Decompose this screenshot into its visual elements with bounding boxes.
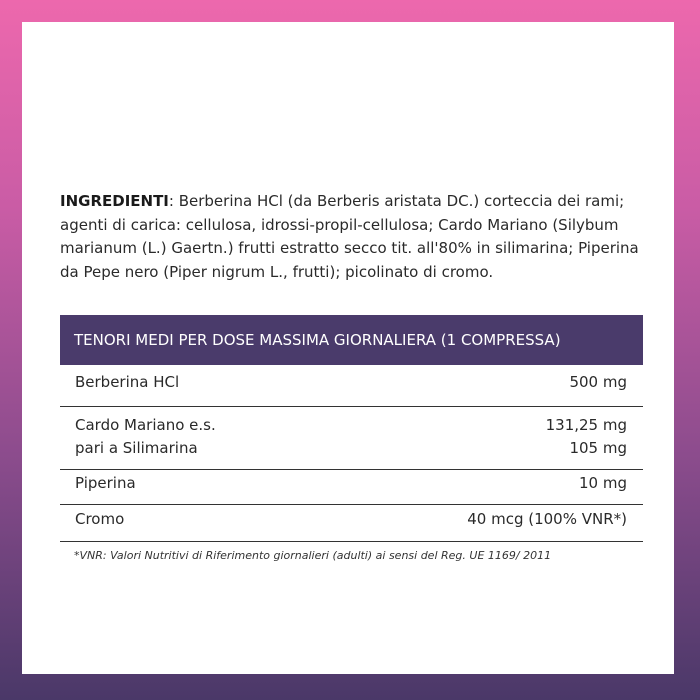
row-sub-name: pari a Silimarina: [75, 439, 198, 457]
ingredients-paragraph: [60, 190, 650, 284]
row-name: Berberina HCl: [75, 373, 180, 391]
row-sub-value: 105 mg: [569, 439, 627, 457]
row-name: Cardo Mariano e.s.: [75, 416, 216, 434]
row-value: 500 mg: [569, 373, 627, 391]
table-row: [60, 407, 643, 470]
table-row: [60, 365, 643, 407]
row-name: Piperina: [75, 474, 136, 492]
ingredients-text: : Berberina HCl (da Berberis aristata DC.) corteccia dei rami; agenti di carica: cellulosa, idrossi-propil-cellulosa; Cardo Mariano (Silybum marianum (L.) Gaertn.) frutti estratto secco tit. all'80% in silimarina; Piperina da Pepe nero (Piper nigrum L., frutti); picolinato di cromo.: [60, 192, 639, 281]
label-card: [22, 22, 674, 674]
row-value: 131,25 mg: [545, 416, 627, 434]
ingredients-label: INGREDIENTI: [60, 192, 169, 210]
footnote: *VNR: Valori Nutritivi di Riferimento giornalieri (adulti) ai sensi del Reg. UE 1169/ 2011: [74, 549, 552, 562]
row-value: 40 mcg (100% VNR*): [467, 510, 627, 528]
row-name: Cromo: [75, 510, 125, 528]
table-row: [60, 470, 643, 505]
table-row: [60, 505, 643, 542]
row-value: 10 mg: [579, 474, 627, 492]
nutrition-table-header: TENORI MEDI PER DOSE MASSIMA GIORNALIERA (1 COMPRESSA): [60, 315, 643, 365]
